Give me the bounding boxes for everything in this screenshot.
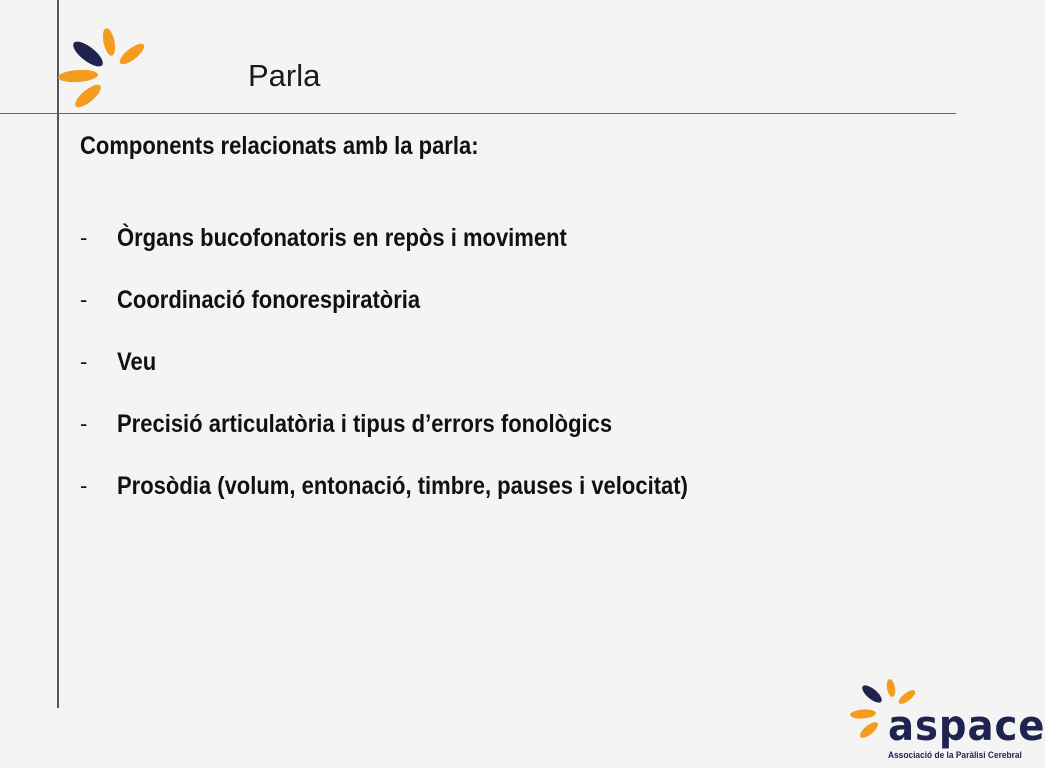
bullet-marker: - xyxy=(80,225,88,250)
section-heading: Components relacionats amb la parla: xyxy=(80,132,479,160)
list-item-text: Coordinació fonorespiratòria xyxy=(117,286,421,314)
bullet-marker: - xyxy=(80,411,88,436)
brand-tagline: Associació de la Paràlisi Cerebral xyxy=(888,750,1022,761)
list-item-text: Veu xyxy=(117,348,157,376)
bullet-marker: - xyxy=(80,287,88,312)
list-item xyxy=(80,344,766,406)
flower-logo-icon xyxy=(52,24,152,114)
bullet-list xyxy=(80,220,766,530)
bullet-marker: - xyxy=(80,473,88,498)
list-item xyxy=(80,282,766,344)
list-item-text: Precisió articulatòria i tipus d’errors fonològics xyxy=(117,410,613,438)
brand-name: aspace xyxy=(888,701,1045,750)
page-title: Parla xyxy=(248,58,321,93)
list-item-text: Òrgans bucofonatoris en repòs i moviment xyxy=(117,224,567,252)
list-item-text: Prosòdia (volum, entonació, timbre, pauses i velocitat) xyxy=(117,472,688,500)
list-item xyxy=(80,468,766,530)
bullet-marker: - xyxy=(80,349,88,374)
list-item xyxy=(80,220,766,282)
list-item xyxy=(80,406,766,468)
